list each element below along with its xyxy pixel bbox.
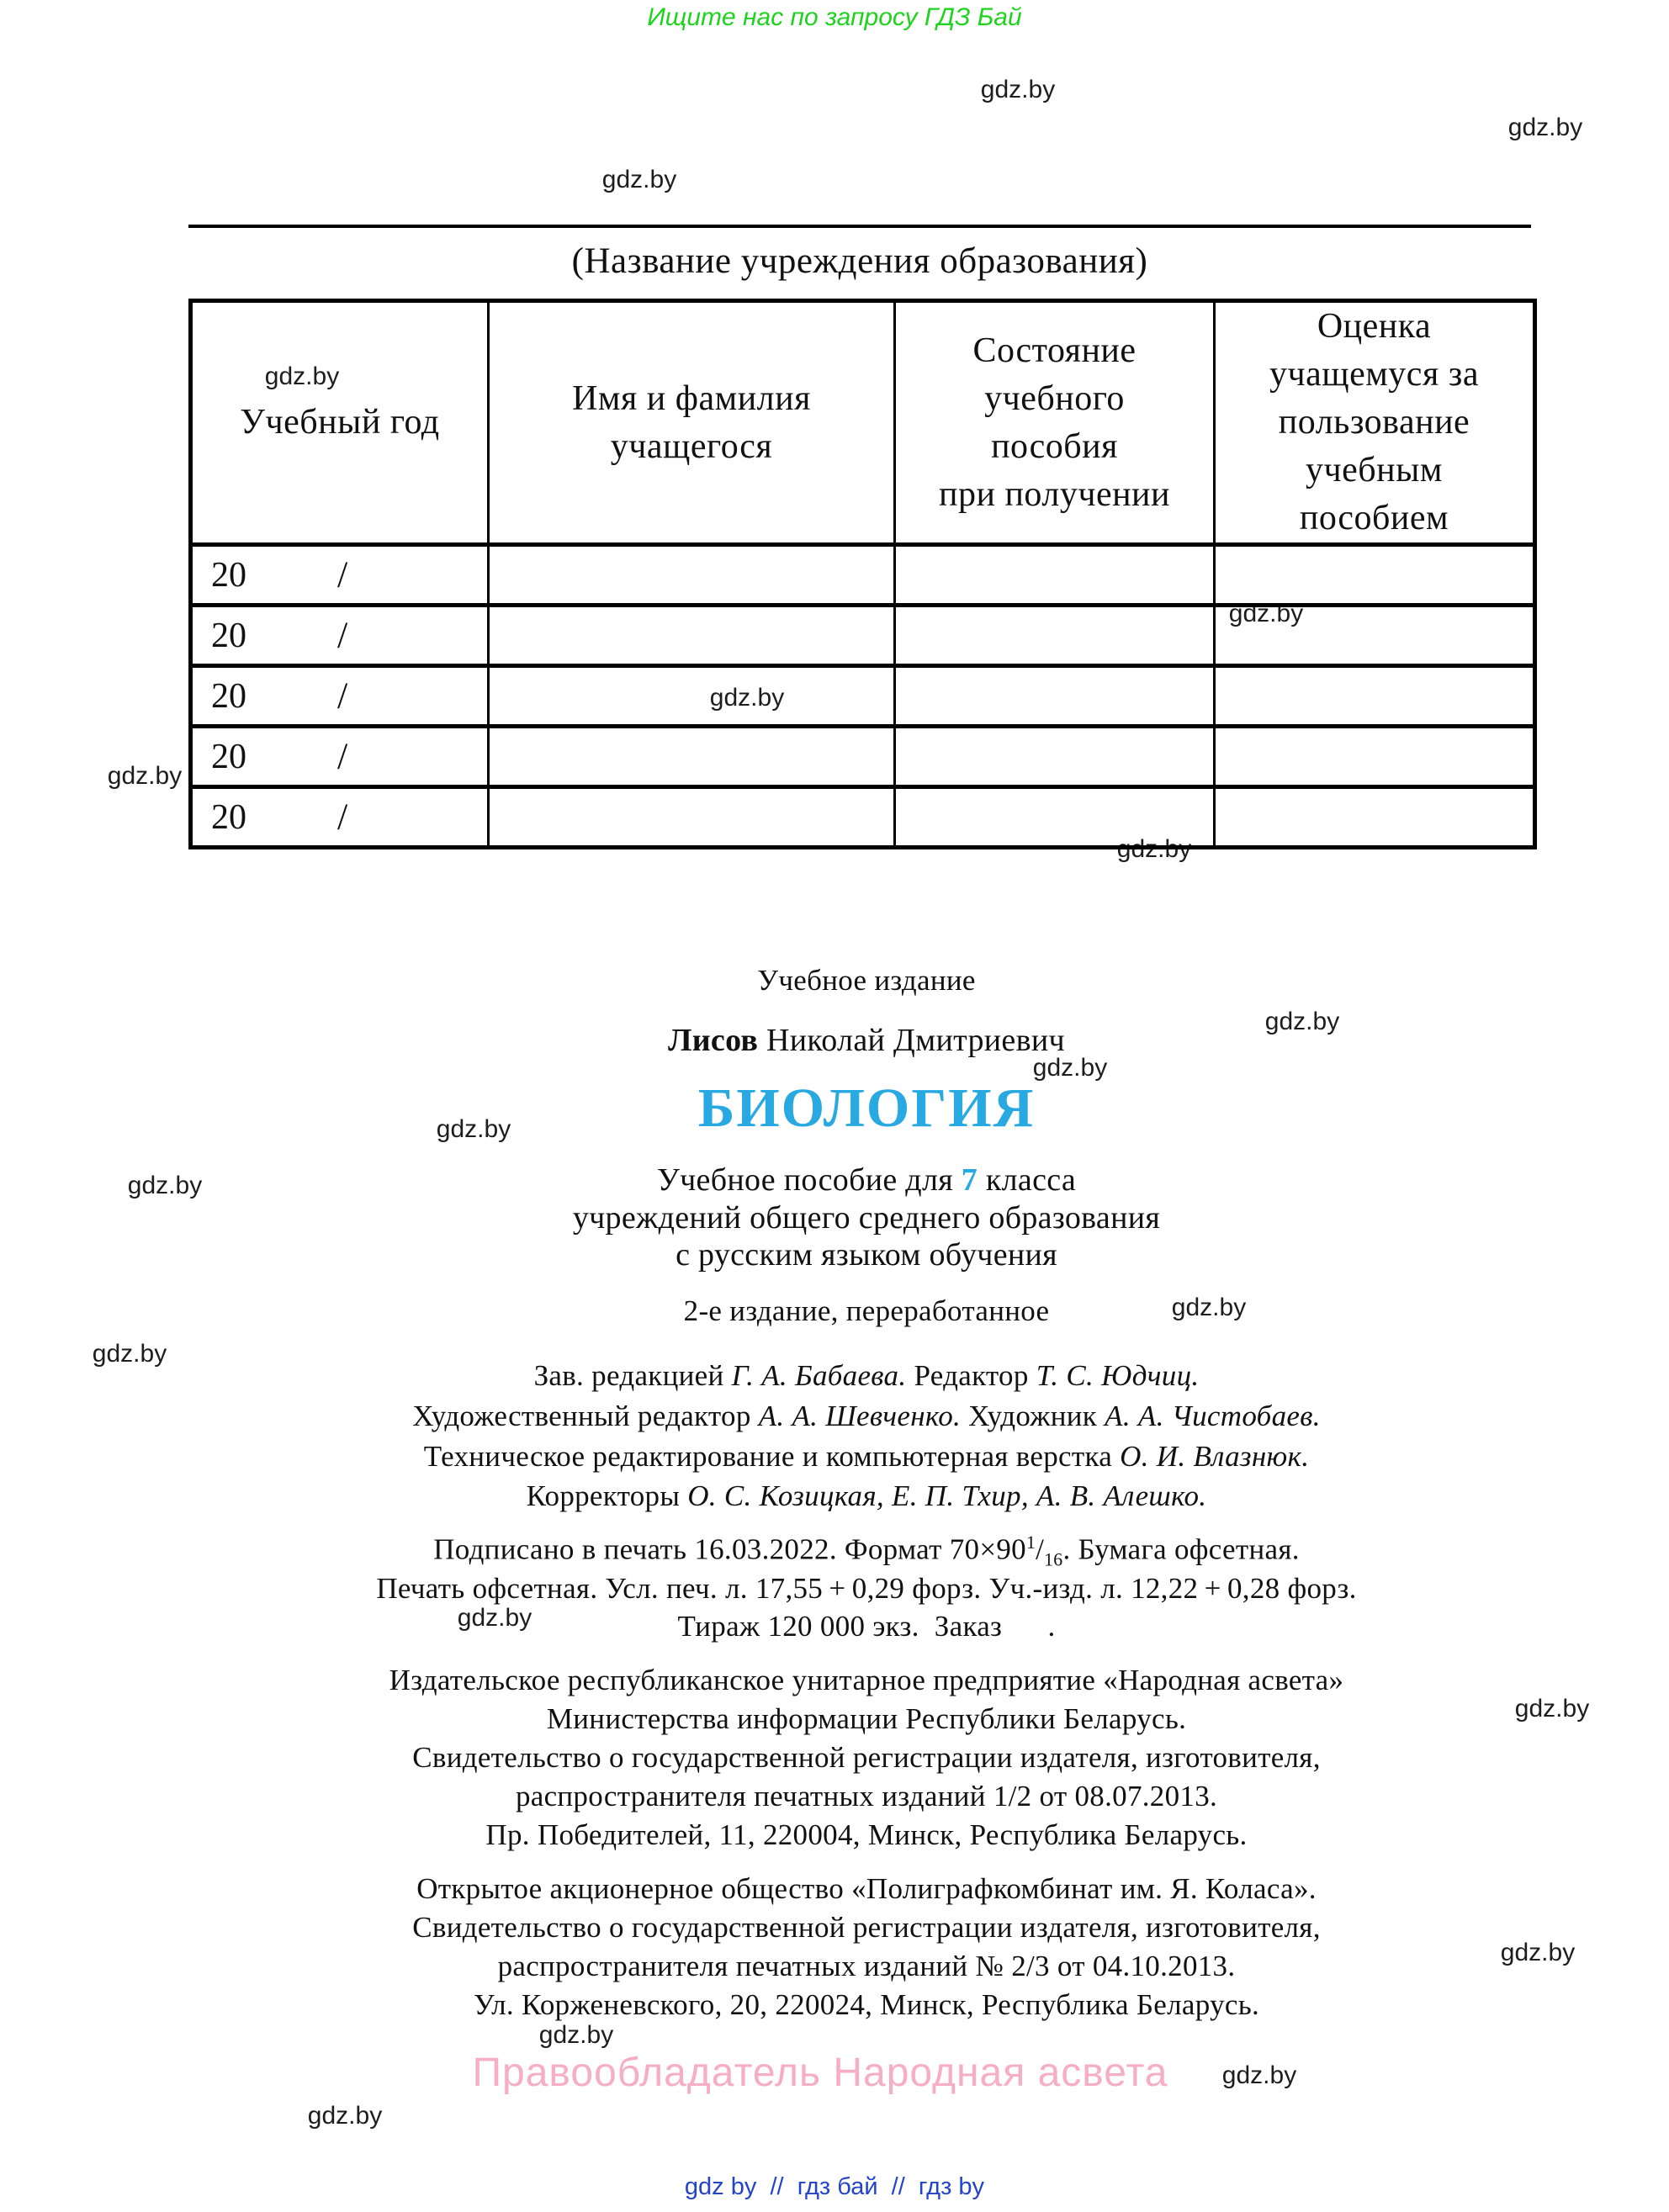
table-row [191,727,1535,787]
condition-cell [895,727,1215,787]
year-slash: / [337,795,348,837]
table-row [191,666,1535,727]
issue-record-table [188,299,1537,849]
table-header-row [191,301,1535,545]
table-row [191,787,1535,848]
col-header-grade: Оценка учащемуся за пользование учебным пособием [1215,301,1535,545]
watermark-gdz: gdz.by [1507,114,1583,141]
name-cell [489,787,895,848]
condition-cell [895,666,1215,727]
name-cell [489,727,895,787]
col-header-school-year: Учебный год [191,301,489,545]
year-cell: 20 / [191,666,489,727]
watermark-gdz: gdz.by [436,1115,511,1143]
watermark-gdz: gdz.by [107,762,183,790]
watermark-gdz: gdz.by [1171,1294,1247,1321]
table-row [191,606,1535,666]
editorial-line-2: Художественный редактор А. А. Шевченко. Художник А. А. Чистобаев. [412,1400,1321,1432]
institution-caption: (Название учреждения образования) [571,241,1148,281]
printing-line-1: Подписано в печать 16.03.2022. Формат $70\times 90^1/_{16}$. Бумага офсетная. [433,1532,1300,1570]
watermark-gdz: gdz.by [307,2102,383,2130]
rights-holder-banner: Правообладатель Народная асвета [472,2051,1168,2095]
author-surname: Лисов [668,1023,759,1058]
watermark-gdz: gdz.by [1116,835,1192,863]
watermark-gdz: gdz.by [980,76,1056,103]
year-slash: / [337,613,348,655]
grade-number: 7 [961,1162,978,1198]
year-cell: 20 / [191,787,489,848]
watermark-gdz: gdz.by [1500,1939,1576,1966]
watermark-gdz: gdz.by [1264,1008,1340,1035]
subtitle-line-1: Учебное пособие для 7 класса [656,1162,1077,1198]
editorial-line-4: Корректоры О. С. Козицкая, Е. П. Тхир, А. В. Алешко. [526,1479,1207,1512]
author-line [202,1022,1531,1059]
watermark-gdz: gdz.by [1228,600,1304,627]
publisher-line-4: распространителя печатных изданий 1/2 от 08.07.2013. [515,1780,1218,1812]
printing-line-2: Печать офсетная. Усл. печ. л. 17,55 + 0,29 форз. Уч.-изд. л. 12,22 + 0,28 форз. [376,1572,1357,1605]
name-cell [489,545,895,606]
name-cell [489,666,895,727]
watermark-gdz: gdz.by [1514,1695,1590,1723]
publisher-line-2: Министерства информации Республики Беларусь. [546,1702,1187,1735]
watermark-gdz: gdz.by [538,2021,614,2049]
subtitle-line-2: учреждений общего среднего образования [572,1200,1161,1236]
printer-line-1: Открытое акционерное общество «Полиграфкомбинат им. Я. Коласа». [416,1872,1317,1905]
condition-cell [895,545,1215,606]
printer-line-3: распространителя печатных изданий № 2/3 от 04.10.2013. [497,1950,1236,1982]
promo-banner: Ищите нас по запросу ГДЗ Бай [647,3,1022,31]
year-cell: 20 / [191,727,489,787]
table-row [191,545,1535,606]
watermark-gdz: gdz.by [127,1172,203,1199]
footer-search-links[interactable]: gdz by // гдз бай // гдз by [684,2173,985,2200]
year-cell: 20 / [191,606,489,666]
watermark-gdz: gdz.by [709,684,785,712]
col-header-student-name: Имя и фамилия учащегося [489,301,895,545]
edition-note: 2-е издание, переработанное [683,1294,1050,1327]
editorial-line-3: Техническое редактирование и компьютерная верстка О. И. Влазнюк. [423,1440,1310,1473]
watermark-gdz: gdz.by [1032,1054,1108,1082]
caption-rule [188,225,1531,228]
grade-cell [1215,606,1535,666]
printing-line-3: Тираж 120 000 экз. Заказ . [677,1610,1056,1643]
printer-line-2: Свидетельство о государственной регистрации издателя, изготовителя, [412,1911,1321,1944]
watermark-gdz: gdz.by [264,362,340,390]
printer-line-4: Ул. Корженевского, 20, 220024, Минск, Республика Беларусь. [473,1988,1260,2021]
year-slash: / [337,734,348,776]
year-slash: / [337,674,348,716]
watermark-gdz: gdz.by [1221,2061,1297,2089]
book-title: БИОЛОГИЯ [697,1077,1036,1139]
name-cell [489,606,895,666]
grade-cell [1215,727,1535,787]
condition-cell [895,606,1215,666]
watermark-gdz: gdz.by [601,166,677,193]
publisher-line-5: Пр. Победителей, 11, 220004, Минск, Республика Беларусь. [485,1818,1248,1851]
year-slash: / [337,553,348,595]
grade-cell [1215,666,1535,727]
publisher-line-3: Свидетельство о государственной регистрации издателя, изготовителя, [412,1741,1321,1774]
year-cell: 20 / [191,545,489,606]
publisher-line-1: Издательское республиканское унитарное предприятие «Народная асвета» [389,1664,1344,1696]
author-given-names: Николай Дмитриевич [758,1023,1065,1058]
condition-cell [895,787,1215,848]
editorial-line-1: Зав. редакцией Г. А. Бабаева. Редактор Т. С. Юдчиц. [533,1359,1200,1392]
watermark-gdz: gdz.by [92,1340,167,1368]
edition-type: Учебное издание [757,964,976,997]
col-header-condition: Состояние учебного пособия при получении [895,301,1215,545]
watermark-gdz: gdz.by [457,1604,532,1632]
grade-cell [1215,545,1535,606]
subtitle-line-3: с русским языком обучения [676,1237,1057,1273]
grade-cell [1215,787,1535,848]
